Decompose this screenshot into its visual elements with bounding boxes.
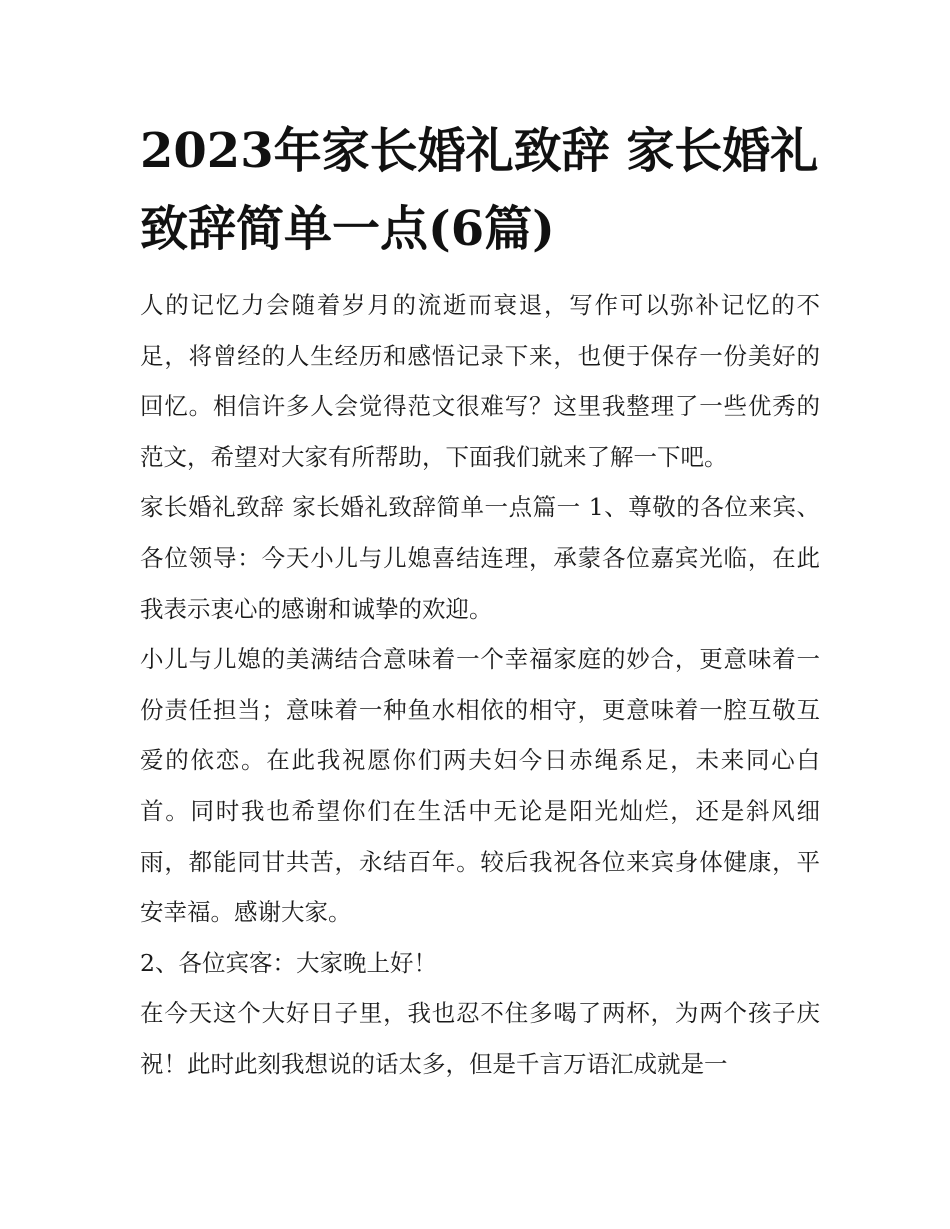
document-body — [140, 280, 820, 1090]
paragraph-speech-two-greeting: 2、各位宾客：大家晚上好！ — [140, 948, 437, 977]
paragraph-speech-one-blessing: 小儿与儿媳的美满结合意味着一个幸福家庭的妙合，更意味着一份责任担当；意味着一种鱼水相依的相守，更意味着一腔互敬互爱的依恋。在此我祝愿你们两夫妇今日赤绳系足，未来同心白首。同时我也希望你们在生活中无论是阳光灿烂，还是斜风细雨，都能同甘共苦，永结百年。较后我祝各位来宾身体健康，平安幸福。感谢大家。 — [140, 645, 820, 927]
document-title: 2023年家长婚礼致辞 家长婚礼致辞简单一点(6篇) — [140, 123, 819, 257]
paragraph-intro: 人的记忆力会随着岁月的流逝而衰退，写作可以弥补记忆的不足，将曾经的人生经历和感悟记录下来，也便于保存一份美好的回忆。相信许多人会觉得范文很难写？这里我整理了一些优秀的范文，希望对大家有所帮助，下面我们就来了解一下吧。 — [140, 291, 820, 471]
paragraph-speech-two-body: 在今天这个大好日子里，我也忍不住多喝了两杯，为两个孩子庆祝！此时此刻我想说的话太多，但是千言万语汇成就是一 — [140, 999, 820, 1078]
paragraph-speech-one-opening: 家长婚礼致辞 家长婚礼致辞简单一点篇一 1、尊敬的各位来宾、各位领导：今天小儿与儿媳喜结连理，承蒙各位嘉宾光临，在此我表示衷心的感谢和诚挚的欢迎。 — [140, 493, 820, 623]
